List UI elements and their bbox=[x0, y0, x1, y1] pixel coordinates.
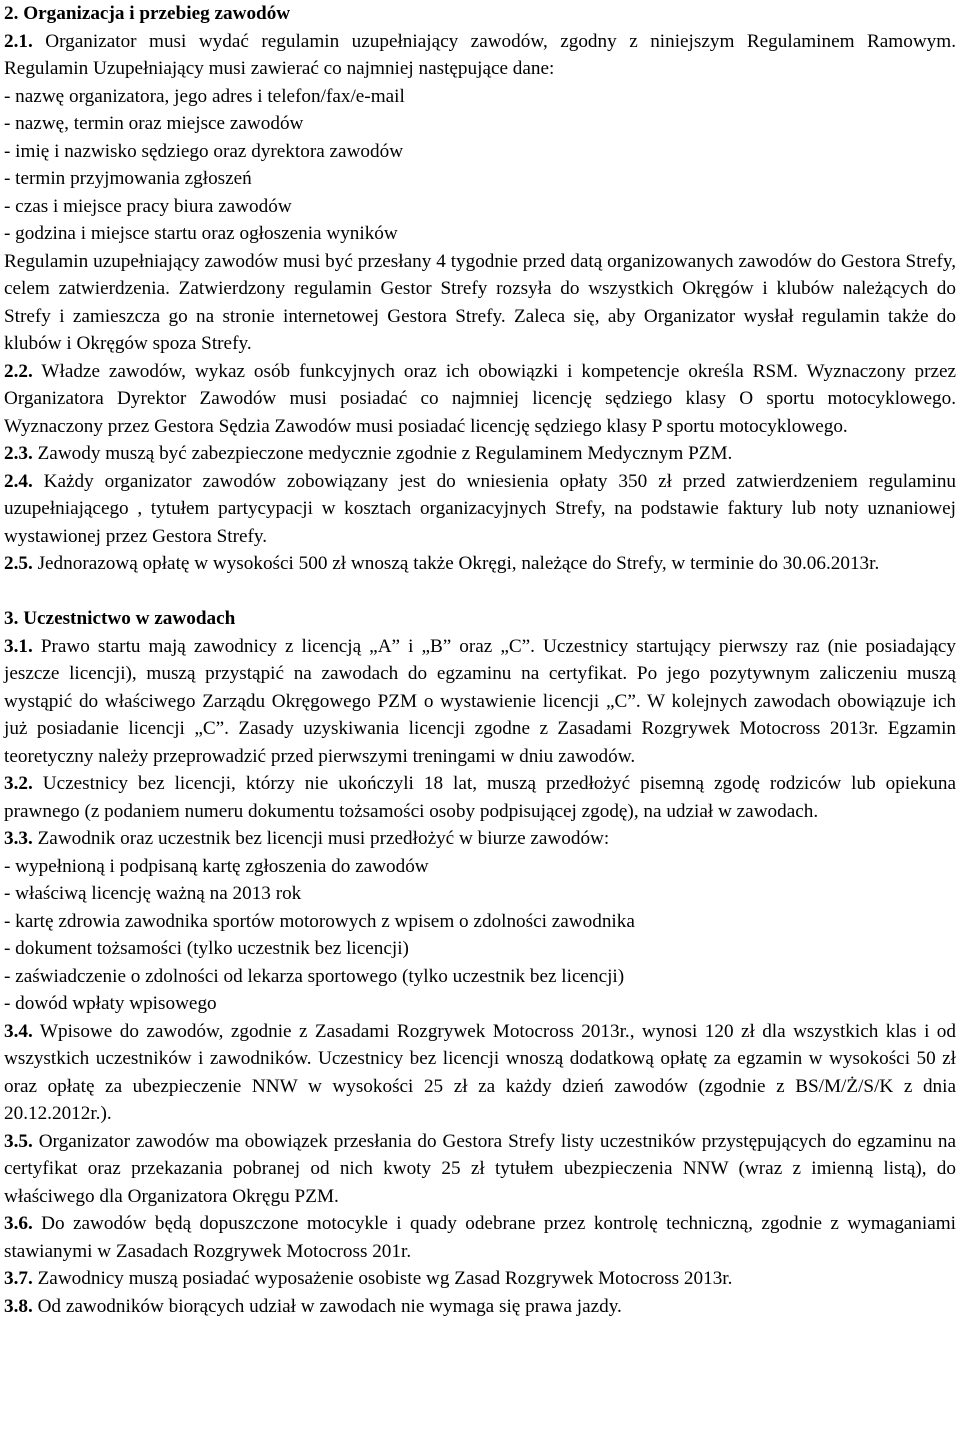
paragraph-3-6 bbox=[4, 1210, 956, 1265]
paragraph-number: 2.2. bbox=[4, 360, 33, 382]
paragraph-3-7 bbox=[4, 1265, 956, 1293]
list-item: - nazwę organizatora, jego adres i telefon/fax/e-mail bbox=[4, 85, 405, 107]
section-2-heading: 2. Organizacja i przebieg zawodów bbox=[4, 3, 291, 24]
list-item: - zaświadczenie o zdolności od lekarza sportowego (tylko uczestnik bez licencji) bbox=[4, 965, 625, 987]
paragraph-3-3 bbox=[4, 825, 956, 853]
paragraph-text: Władze zawodów, wykaz osób funkcyjnych oraz ich obowiązki i kompetencje określa RSM. Wyznaczony przez Organizatora Dyrektor Zawodów musi posiadać co najmniej licencję sędziego klasy O sportu motocyklowego. Wyznaczony przez Gestora Sędzia Zawodów musi posiadać licencję sędziego klasy P sportu motocyklowego. bbox=[4, 360, 957, 437]
paragraph-number: 3.6. bbox=[4, 1213, 33, 1234]
paragraph-text: Każdy organizator zawodów zobowiązany jest do wniesienia opłaty 350 zł przed zatwierdzeniem regulaminu uzupełniającego , tytułem partycypacji w kosztach organizacyjnych Strefy, na podstawie faktury lub noty uznaniowej wystawionej przez Gestora Strefy. bbox=[4, 470, 957, 547]
paragraph-3-2 bbox=[4, 770, 956, 825]
documents-list bbox=[4, 853, 956, 1018]
list-item: - nazwę, termin oraz miejsce zawodów bbox=[4, 113, 304, 134]
paragraph-3-4 bbox=[4, 1018, 956, 1128]
list-item: - godzina i miejsce startu oraz ogłoszenia wyników bbox=[4, 223, 398, 244]
paragraph-2-4 bbox=[4, 468, 956, 551]
paragraph-number: 3.7. bbox=[4, 1268, 33, 1289]
list-item: - imię i nazwisko sędziego oraz dyrektora zawodów bbox=[4, 140, 404, 162]
paragraph-number: 2.5. bbox=[4, 553, 33, 574]
paragraph-number: 3.4. bbox=[4, 1020, 33, 1042]
list-item: - dowód wpłaty wpisowego bbox=[4, 993, 217, 1014]
section-spacer bbox=[4, 578, 956, 606]
list-item: - dokument tożsamości (tylko uczestnik bez licencji) bbox=[4, 938, 409, 959]
paragraph-number: 2.4. bbox=[4, 470, 33, 492]
list-item: - wypełnioną i podpisaną kartę zgłoszenia do zawodów bbox=[4, 855, 429, 877]
paragraph-2-3 bbox=[4, 440, 956, 468]
paragraph-2-2 bbox=[4, 358, 956, 441]
paragraph-number: 3.2. bbox=[4, 773, 33, 794]
paragraph-text: Organizator musi wydać regulamin uzupełniający zawodów, zgodny z niniejszym Regulaminem Ramowym. Regulamin Uzupełniający musi zawierać co najmniej następujące dane: bbox=[4, 30, 956, 79]
paragraph-3-5 bbox=[4, 1128, 956, 1211]
paragraph-number: 2.1. bbox=[4, 30, 33, 52]
paragraph-3-8 bbox=[4, 1293, 956, 1321]
paragraph-text: Zawodnik oraz uczestnik bez licencji musi przedłożyć w biurze zawodów: bbox=[37, 828, 610, 849]
list-item: - kartę zdrowia zawodnika sportów motorowych z wpisem o zdolności zawodnika bbox=[4, 910, 635, 932]
paragraph-3-1 bbox=[4, 633, 956, 771]
list-item: - czas i miejsce pracy biura zawodów bbox=[4, 195, 292, 217]
paragraph-text: Prawo startu mają zawodnicy z licencją „A” i „B” oraz „C”. Uczestnicy startujący pierwszy raz (nie posiadający jeszcze licencji), muszą przystąpić na zawodach do egzaminu na certyfikat. Po jego pozytywnym zaliczeniu muszą wystąpić do właściwego Zarządu Okręgowego PZM o wystawienie licencji „C”. W kolejnych zawodach obowiązuje ich już posiadanie licencji „C”. Zasady uzyskiwania licencji zgodne z Zasadami Rozgrywek Motocross 2013r. Egzamin teoretyczny należy przeprowadzić przed pierwszymi treningami w dniu zawodów. bbox=[4, 635, 957, 767]
paragraph-text: Zawodnicy muszą posiadać wyposażenie osobiste wg Zasad Rozgrywek Motocross 2013r. bbox=[37, 1268, 733, 1289]
paragraph-text: Od zawodników biorących udział w zawodach nie wymaga się prawa jazdy. bbox=[37, 1295, 622, 1317]
section-3-heading: 3. Uczestnictwo w zawodach bbox=[4, 608, 236, 629]
paragraph-text: Do zawodów będą dopuszczone motocykle i quady odebrane przez kontrolę techniczną, zgodnie z wymaganiami stawianymi w Zasadach Rozgrywek Motocross 201r. bbox=[4, 1213, 957, 1262]
list-item: - właściwą licencję ważną na 2013 rok bbox=[4, 883, 302, 904]
paragraph-number: 3.1. bbox=[4, 635, 33, 657]
paragraph-text: Zawody muszą być zabezpieczone medycznie zgodnie z Regulaminem Medycznym PZM. bbox=[37, 443, 733, 464]
paragraph-number: 2.3. bbox=[4, 443, 33, 464]
required-data-list bbox=[4, 83, 956, 248]
paragraph-text: Jednorazową opłatę w wysokości 500 zł wnoszą także Okręgi, należące do Strefy, w terminie do 30.06.2013r. bbox=[37, 553, 880, 574]
paragraph-number: 3.8. bbox=[4, 1295, 33, 1317]
paragraph-2-5 bbox=[4, 550, 956, 578]
paragraph-text: Uczestnicy bez licencji, którzy nie ukończyli 18 lat, muszą przedłożyć pisemną zgodę rodziców lub opiekuna prawnego (z podaniem numeru dokumentu tożsamości osoby podpisującej zgodę), na udział w zawodach. bbox=[4, 773, 957, 822]
paragraph-number: 3.5. bbox=[4, 1130, 33, 1152]
paragraph-2-1-continued: Regulamin uzupełniający zawodów musi być przesłany 4 tygodnie przed datą organizowanych zawodów do Gestora Strefy, celem zatwierdzenia. Zatwierdzony regulamin Gestor Strefy rozsyła do wszystkich Okręgów i klubów należących do Strefy i zamieszcza go na stronie internetowej Gestora Strefy. Zaleca się, aby Organizator wysłał regulamin także do klubów i Okręgów spoza Strefy. bbox=[4, 250, 956, 354]
list-item: - termin przyjmowania zgłoszeń bbox=[4, 168, 252, 189]
paragraph-number: 3.3. bbox=[4, 828, 33, 849]
paragraph-2-1 bbox=[4, 28, 956, 83]
paragraph-text: Organizator zawodów ma obowiązek przesłania do Gestora Strefy listy uczestników przystępujących do egzaminu na certyfikat oraz przekazania pobranej od nich kwoty 25 zł tytułem ubezpieczenia NNW (wraz z imienną listą), do właściwego dla Organizatora Okręgu PZM. bbox=[4, 1130, 957, 1207]
paragraph-text: Wpisowe do zawodów, zgodnie z Zasadami Rozgrywek Motocross 2013r., wynosi 120 zł dla wszystkich klas i od wszystkich uczestników i zawodników. Uczestnicy bez licencji wnoszą dodatkową opłatę za egzamin w wysokości 50 zł oraz opłatę za ubezpieczenie NNW w wysokości 25 zł za każdy dzień zawodów (zgodnie z BS/M/Ż/S/K z dnia 20.12.2012r.). bbox=[4, 1020, 956, 1124]
